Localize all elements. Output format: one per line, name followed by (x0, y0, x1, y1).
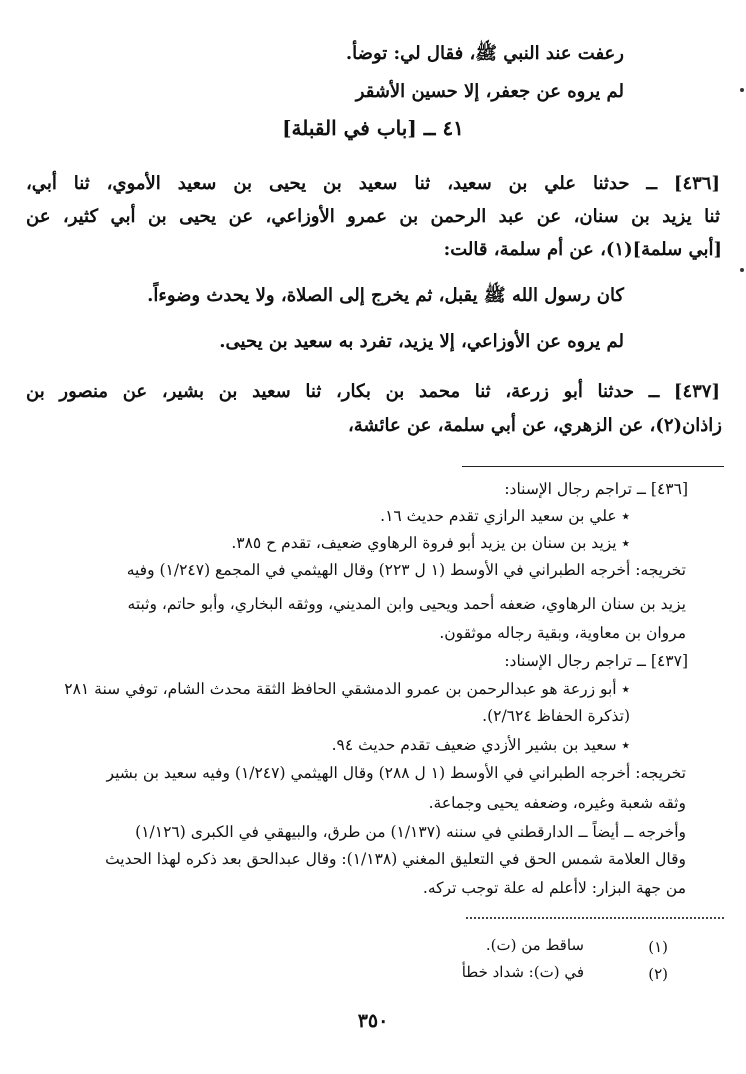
footnote-437-bullet-2: ٭ سعيد بن بشير الأزدي ضعيف تقدم حديث ٩٤. (331, 736, 630, 754)
hadith-436-comment: لم يروه عن الأوزاعي، إلا يزيد، تفرد به سعيد بن يحيى. (219, 331, 624, 352)
note-2-text: في (ت): شداد خطأ (461, 963, 584, 981)
footnote-437-bullet-1b: (تذكرة الحفاظ ٢/٦٢٤). (482, 707, 630, 725)
chapter-title: ٤١ ــ [باب في القبلة] (282, 116, 464, 140)
footnote-separator (462, 466, 724, 467)
footnote-436-header: [٤٣٦] ــ تراجم رجال الإسناد: (504, 480, 688, 498)
note-1-text: ساقط من (ت). (485, 936, 584, 954)
notes-separator (466, 917, 724, 919)
page-number: ٣٥٠ (357, 1010, 389, 1032)
margin-mark (740, 88, 744, 92)
footnote-437-bullet-1a: ٭ أبو زرعة هو عبدالرحمن بن عمرو الدمشقي الحافظ الثقة محدث الشام، توفي سنة ٢٨١ (64, 680, 630, 698)
hadith-436-line-2: ثنا يزيد بن سنان، عن عبد الرحمن بن عمرو الأوزاعي، عن يحيى بن أبي كثير، عن (26, 206, 720, 227)
hadith-436-line-3: [أبي سلمة](١)، عن أم سلمة، قالت: (443, 239, 722, 260)
footnote-437-takhrij-1: تخريجه: أخرجه الطبراني في الأوسط (١ ل ٢٨٨) وقال الهيثمي (١/٢٤٧) وفيه سعيد بن بشير (106, 764, 686, 782)
footnote-437-takhrij-4: وقال العلامة شمس الحق في التعليق المغني (١/١٣٨): وقال عبدالحق بعد ذكره لهذا الحديث (105, 850, 686, 868)
intro-line-1: رعفت عند النبي ﷺ، فقال لي: توضأ. (345, 43, 624, 64)
hadith-437-line-1: [٤٣٧] ــ حدثنا أبو زرعة، ثنا محمد بن بكار، ثنا سعيد بن بشير، عن منصور بن (26, 381, 720, 402)
hadith-437-line-2: زاذان(٢)، عن الزهري، عن أبي سلمة، عن عائشة، (347, 415, 722, 436)
intro-line-2: لم يروه عن جعفر، إلا حسين الأشقر (355, 81, 624, 102)
footnote-436-takhrij-1: تخريجه: أخرجه الطبراني في الأوسط (١ ل ٢٢٣) وقال الهيثمي في المجمع (١/٢٤٧) وفيه (126, 561, 686, 579)
footnote-437-takhrij-3: وأخرجه ــ أيضاً ــ الدارقطني في سننه (١/١٣٧) من طرق، والبيهقي في الكبرى (١/١٢٦) (135, 823, 686, 841)
footnote-436-bullet-1: ٭ علي بن سعيد الرازي تقدم حديث ١٦. (380, 507, 630, 525)
hadith-436-line-1: [٤٣٦] ــ حدثنا علي بن سعيد، ثنا سعيد بن يحيى بن سعيد الأموي، ثنا أبي، (26, 173, 720, 194)
footnote-436-takhrij-3: مروان بن معاوية، وبقية رجاله موثقون. (439, 624, 686, 642)
note-2-number: (٢) (648, 965, 668, 983)
footnote-437-takhrij-5: من جهة البزار: لاأعلم له علة توجب تركه. (422, 879, 686, 897)
footnote-437-takhrij-2: وثقه شعبة وغيره، وضعفه يحيى وجماعة. (428, 794, 686, 812)
footnote-437-header: [٤٣٧] ــ تراجم رجال الإسناد: (504, 652, 688, 670)
footnote-436-bullet-2: ٭ يزيد بن سنان بن يزيد أبو فروة الرهاوي ضعيف، تقدم ح ٣٨٥. (231, 534, 630, 552)
footnote-436-takhrij-2: يزيد بن سنان الرهاوي، ضعفه أحمد ويحيى وابن المديني، ووثقه البخاري، وأبو حاتم، وثبته (127, 595, 686, 613)
note-1-number: (١) (648, 938, 668, 956)
hadith-436-matn: كان رسول الله ﷺ يقبل، ثم يخرج إلى الصلاة، ولا يحدث وضوءاً. (147, 285, 624, 306)
margin-mark (740, 268, 744, 272)
